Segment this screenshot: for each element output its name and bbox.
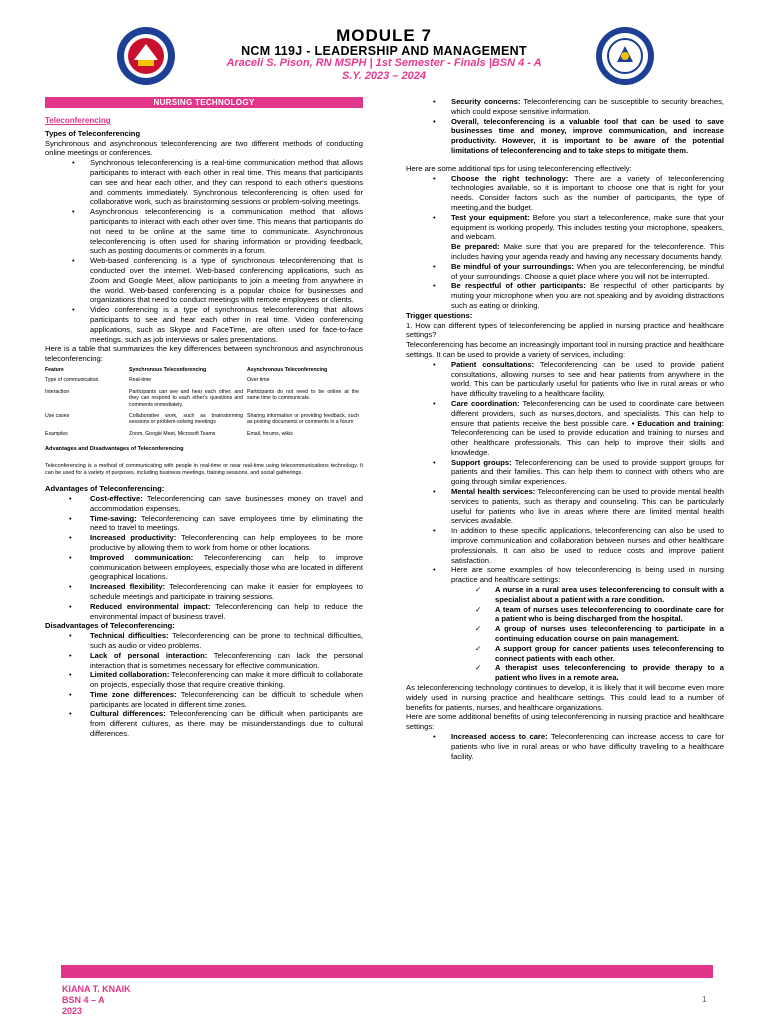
table-cell: Over time — [247, 377, 270, 384]
closing-paragraph: Here are some additional benefits of using teleconferencing in nursing practice and healthcare settings: — [406, 712, 724, 732]
item-text: Teleconferencing can save businesses money on travel and accommodation expenses. — [90, 493, 363, 513]
table-cell: Zoom, Google Meet, Microsoft Teams — [129, 430, 216, 437]
list-item — [406, 458, 724, 487]
item-text: Teleconferencing can make it more difficult to collaborate on projects, especially those that require creative thinking. — [90, 670, 363, 690]
item-text: Teleconferencing can be used to provide support groups for patients and their families. This can help them to connect with others who are going through similar experiences. — [451, 457, 724, 487]
item-text: Before you start a teleconference, make sure that your equipment is working properly. This includes testing your microphone, speakers, and webcam. — [451, 212, 724, 242]
trigger-intro: Teleconferencing has become an increasingly important tool in nursing practice and healthcare settings. It can be used to provide a variety of services, including: — [406, 340, 724, 359]
item-text: Teleconferencing can be susceptible to security breaches, which could expose sensitive information. — [451, 97, 725, 116]
school-year: S.Y. 2023 – 2024 — [341, 70, 426, 82]
item-text: Make sure that you are prepared for the teleconference. This includes having your agenda ready and having any necessary documents handy. — [451, 242, 724, 261]
closing-paragraph: As teleconferencing technology continues to develop, it is likely that it will become even more widely used in nursing practice and healthcare settings. This could lead to a number of benefits for patients, nurses, and healthcare organizations. — [406, 683, 724, 712]
item-term: Cost-effective: — [90, 493, 143, 503]
item-term: Increased access to care: — [451, 732, 548, 741]
item-term: • Education and training: — [631, 418, 724, 428]
check-item: ✓ A team of nurses uses teleconferencing to coordinate care for a patient who is being discharged from the hospital. — [406, 605, 724, 625]
table-cell: Collaborative work, such as brainstorming sessions or problem-solving meetings — [129, 412, 243, 426]
list-item — [45, 582, 363, 602]
list-item — [406, 281, 724, 310]
types-heading: Types of Teleconferencing — [45, 128, 141, 138]
item-term: Be mindful of your surroundings: — [451, 261, 574, 271]
list-item — [406, 213, 724, 262]
comparison-table — [45, 367, 363, 442]
list-item — [45, 514, 363, 534]
item-term: Cultural differences: — [90, 709, 166, 719]
item-text: Teleconferencing can lack the personal interaction that is sometimes necessary for effective communication. — [90, 650, 363, 670]
types-intro: Synchronous and asynchronous teleconferencing are two different methods of conducting online meetings or conferences. — [45, 138, 363, 158]
item-text: Teleconferencing can be used to provide mental health services to patients, such as therapy and counseling. This can be particularly useful for patients who live in areas where there are limited mental health services available. — [451, 487, 724, 526]
list-item — [406, 262, 724, 282]
check-item: ✓ A therapist uses teleconferencing to provide therapy to a patient who lives in a remote area. — [406, 663, 724, 683]
check-item: ✓ A nurse in a rural area uses teleconferencing to consult with a specialist about a patient with a rare condition. — [406, 585, 724, 605]
table-row — [45, 413, 363, 431]
item-term: Security concerns: — [451, 97, 521, 106]
list-item — [45, 494, 363, 514]
item-term: Limited collaboration: — [90, 670, 170, 680]
item-text: Teleconferencing can help to improve communication between employees, especially those who are located in different geographical locations. — [90, 552, 364, 582]
list-item — [406, 487, 724, 526]
item-term: Care coordination: — [451, 398, 520, 408]
list-item — [45, 670, 363, 690]
advantages-heading: Advantages of Teleconferencing: — [45, 484, 165, 494]
trigger-heading: Trigger questions: — [406, 310, 473, 320]
tips-list — [406, 174, 724, 311]
list-item — [406, 97, 724, 117]
table-row — [45, 431, 363, 442]
list-item — [45, 533, 363, 553]
list-item — [406, 360, 724, 399]
list-item — [45, 631, 363, 651]
services-list — [406, 360, 724, 585]
list-item: • Video conferencing is a type of synchronous teleconferencing that allows participants to see and hear each other in real time. Video conferencing applications, such as Skype and FaceTime, are often used for face-to-face meetings, such as job interviews or sales presentations. — [45, 305, 363, 344]
list-item — [406, 399, 724, 458]
list-item — [45, 553, 363, 582]
list-item: • Synchronous teleconferencing is a real-time communication method that allows participants to interact with each other in real time. This means that participants can see and hear each other, and they can respond to each other's questions and comments immediately. Synchronous teleconferencing is often used for collaborative work, such as brainstorming sessions or problem-solving meetings. — [45, 158, 363, 207]
course-title: NCM 119J - LEADERSHIP AND MANAGEMENT — [241, 44, 527, 58]
item-term: Time-saving: — [90, 513, 137, 523]
table-header-cell: Asynchronous Teleconferencing — [247, 366, 328, 373]
table-header-cell: Feature — [45, 366, 64, 373]
limitations-list — [406, 97, 724, 156]
item-term: Time zone differences: — [90, 689, 177, 699]
list-item: • In addition to these specific applications, teleconferencing can also be used to improve communication and collaboration between nurses and other healthcare professionals. It can also be used to reduce costs and improve patient satisfaction. — [406, 526, 724, 565]
item-text: There are a variety of teleconferencing technologies available, so it is important to choose one that is right for your needs. Consider factors such as the number of participants, the type of meeting,and the budget. — [451, 173, 725, 212]
table-cell: Examples — [45, 430, 68, 437]
table-row — [45, 389, 363, 413]
list-item — [406, 732, 724, 761]
table-intro: Here is a table that summarizes the key differences between synchronous and asynchronous teleconferencing: — [45, 344, 363, 364]
item-text: Teleconferencing can be difficult when participants are from different cultures, as there may be misunderstandings due to cultural differences. — [90, 709, 363, 739]
table-cell: Email, forums, wikis — [247, 430, 293, 437]
item-term: Lack of personal interaction: — [90, 650, 208, 660]
item-text: Teleconferencing can be used to provide patient consultations, allowing nurses to see and hear patients from anywhere in the world. This can be particularly useful for patients who live in rural areas or who have difficulty traveling to a healthcare facility. — [451, 359, 724, 399]
footer-bar — [61, 965, 713, 978]
item-term: Mental health services: — [451, 487, 536, 497]
author-line: Araceli S. Pison, RN MSPH | 1st Semester - Finals |BSN 4 - A — [226, 57, 542, 69]
advantages-list — [45, 494, 363, 621]
item-text: Teleconferencing can be prone to technical difficulties, such as audio or video problems. — [90, 631, 363, 650]
item-term: Patient consultations: — [451, 359, 535, 369]
item-text: Teleconferencing can be used to provide education and training to nurses and other healthcare professionals. This can help to improve their skills and knowledge. — [451, 428, 724, 457]
list-item — [45, 690, 363, 710]
item-text: Teleconferencing can be difficult to schedule when participants are located in different time zones. — [90, 689, 363, 709]
item-text: Teleconferencing can increase access to care for patients who live in rural areas or who have difficulty traveling to a healthcare facility. — [451, 732, 724, 761]
table-cell: Use cases — [45, 412, 70, 419]
section-title: Teleconferencing — [45, 116, 111, 125]
item-term: Improved communication: — [90, 552, 194, 562]
table-header-row — [45, 367, 363, 377]
trigger-question: 1. How can different types of teleconferencing be applied in nursing practice and healthcare settings? — [406, 320, 724, 340]
item-text: Be respectful of other participants by muting your microphone when you are not speaking and by avoiding distractions such as eating or drinking. — [451, 281, 724, 310]
item-term: Test your equipment: — [451, 212, 530, 222]
item-text: Teleconferencing can help to reduce the environmental impact of business travel. — [90, 601, 363, 621]
item-text: Teleconferencing can make it easier for employees to schedule meetings and participate in training sessions. — [90, 582, 363, 601]
types-list — [45, 158, 363, 344]
page-number: 1 — [702, 995, 707, 1004]
footer-section: BSN 4 – A — [62, 995, 105, 1005]
adv-dis-text: Teleconferencing is a method of communicating with people in real-time or near real-time using telecommunications technology. It can be used for a variety of purposes, including business meetings, training sessions, and social gatherings. — [45, 462, 363, 476]
footer-name: KIANA T. KNAIK — [62, 984, 131, 994]
table-cell: Participants do not need to be online at the same time to communicate. — [247, 388, 359, 402]
list-item — [406, 174, 724, 213]
list-item: • Asynchronous teleconferencing is a communication method that allows participants to interact with each other over time. This means that participants do not need to be online at the same time to communicate. Asynchronous teleconferencing is often used for sharing information or providing feedback, such as posting documents or comments in a forum. — [45, 207, 363, 256]
item-term: Reduced environmental impact: — [90, 601, 211, 611]
footer-year: 2023 — [62, 1006, 83, 1016]
item-term: Increased flexibility: — [90, 582, 166, 592]
item-text: Teleconferencing can help employees to be more productive by allowing them to work from home or other locations. — [90, 533, 363, 552]
list-item — [45, 602, 363, 622]
adv-dis-title: Advantages and Disadvantages of Teleconferencing — [45, 446, 184, 453]
table-row — [45, 377, 363, 388]
disadvantages-list — [45, 631, 363, 739]
table-cell: Real-time — [129, 377, 152, 384]
item-term: Support groups: — [451, 457, 512, 467]
examples-list — [406, 585, 724, 683]
list-item — [45, 651, 363, 671]
benefits-list — [406, 732, 724, 761]
table-cell: Participants can see and hear each other, and they can respond to each other's questions and comments immediately. — [129, 388, 243, 408]
tips-intro: Here are some additional tips for using teleconferencing effectively: — [406, 163, 632, 173]
item-text: When you are teleconferencing, be mindful of your surroundings. Choose a quiet place where you will not be interrupted. — [451, 261, 724, 281]
table-cell: Interaction — [45, 388, 70, 395]
list-item: • Web-based conferencing is a type of synchronous teleconferencing that is conducted over the internet. Web-based conferencing applications, such as Zoom and Google Meet, allow participants to join a meeting from anywhere in the world. Web-based conferencing is a popular choice for businesses and organizations that need to conduct meetings with remote employees or clients. — [45, 256, 363, 305]
list-item — [45, 709, 363, 738]
item-text: Teleconferencing can be used to coordinate care between different providers, such as nurses,doctors, and specialists. This can help to ensure that patients receive the best possible care. — [451, 398, 724, 428]
right-column — [406, 97, 724, 761]
table-header-cell: Synchronous Teleconferencing — [129, 366, 207, 373]
disadvantages-heading: Disadvantages of Teleconferencing: — [45, 621, 175, 631]
item-term: Be prepared: — [451, 242, 500, 252]
check-item: ✓ A group of nurses uses teleconferencing to participate in a continuing education course on pain management. — [406, 624, 724, 644]
left-column — [45, 97, 363, 739]
table-cell: Type of communication — [45, 377, 99, 384]
item-text: Teleconferencing can save employees time by eliminating the need to travel to meetings. — [90, 513, 363, 533]
item-term: Technical difficulties: — [90, 631, 169, 641]
section-banner: NURSING TECHNOLOGY — [45, 97, 363, 108]
item-term: Choose the right technology: — [451, 173, 569, 183]
item-term: Be respectful of other participants: — [451, 281, 586, 291]
table-cell: Sharing information or providing feedback, such as posting documents or comments in a forum — [247, 412, 359, 426]
module-title: MODULE 7 — [336, 26, 432, 45]
list-item: • Here are some examples of how teleconferencing is being used in nursing practice and healthcare settings: — [406, 565, 724, 585]
list-item: • Overall, teleconferencing is a valuable tool that can be used to save businesses time and money, improve communication, and increase productivity. However, it is important to be aware of the potential limitations of teleconferencing and to take steps to mitigate them. — [406, 117, 724, 156]
item-term: Increased productivity: — [90, 533, 177, 543]
check-item: ✓ A support group for cancer patients uses teleconferencing to connect patients with each other. — [406, 644, 724, 664]
